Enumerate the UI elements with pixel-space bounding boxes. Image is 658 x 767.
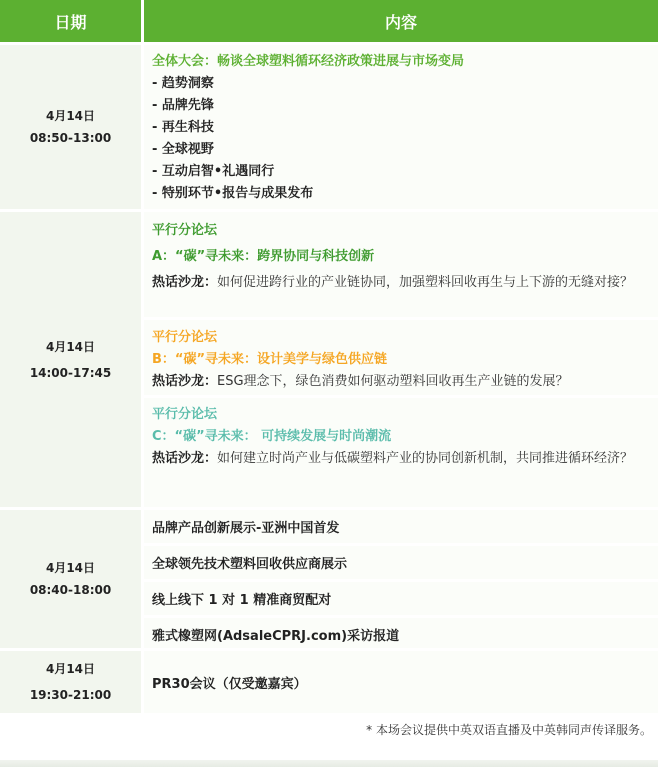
forum-name: A：“碳”寻未来：跨界协同与科技创新 — [152, 249, 375, 264]
list-item: - 特别环节•报告与成果发布 — [152, 186, 314, 201]
content-cell — [144, 651, 658, 713]
salon-text: 热话沙龙：ESG理念下，绿色消费如何驱动塑料回收再生产业链的发展？ — [152, 374, 569, 389]
time-text: 08:50-13:00 — [29, 131, 112, 145]
list-item: 品牌产品创新展示-亚洲中国首发 — [152, 521, 340, 536]
time-text: 19:30-21:00 — [29, 688, 112, 702]
date-text: 4月14日 — [45, 561, 96, 575]
list-item: - 品牌先锋 — [152, 98, 214, 113]
forum-b — [144, 317, 658, 395]
table-row — [0, 209, 658, 507]
forum-a — [144, 212, 658, 317]
list-item: 全球领先技术塑料回收供应商展示 — [144, 543, 658, 579]
forum-name: C：“碳”寻未来： 可持续发展与时尚潮流 — [152, 429, 392, 444]
salon-label: 热话沙龙： — [152, 451, 218, 466]
forum-label: 平行分论坛 — [152, 223, 218, 238]
list-item: 雅式橡塑网(AdsaleCPRJ.com)采访报道 — [144, 615, 658, 651]
date-text: 4月14日 — [45, 662, 96, 676]
list-item: - 全球视野 — [152, 142, 214, 157]
list-item: PR30会议（仅受邀嘉宾） — [152, 676, 307, 692]
content-cell — [144, 212, 658, 507]
table-row — [0, 507, 658, 648]
table-row — [0, 42, 658, 209]
salon-text: 热话沙龙：如何促进跨行业的产业链协同，加强塑料回收再生与上下游的无缝对接？ — [152, 275, 634, 290]
forum-label: 平行分论坛 — [152, 407, 218, 422]
date-text: 4月14日 — [45, 109, 96, 123]
list-item: 线上线下 1 对 1 精准商贸配对 — [144, 579, 658, 615]
forum-label: 平行分论坛 — [152, 330, 218, 345]
salon-label: 热话沙龙： — [152, 374, 218, 389]
content-column-header: 内容 — [144, 0, 658, 42]
forum-c — [144, 395, 658, 501]
time-text: 14:00-17:45 — [29, 365, 112, 380]
content-cell — [144, 510, 658, 648]
date-text: 4月14日 — [45, 339, 96, 354]
date-cell — [0, 510, 141, 648]
bottom-divider — [0, 760, 658, 767]
forum-name: B：“碳”寻未来：设计美学与绿色供应链 — [152, 352, 387, 367]
date-cell — [0, 212, 141, 507]
session-title: 全体大会：畅谈全球塑料循环经济政策进展与市场变局 — [152, 54, 465, 69]
list-item: - 再生科技 — [152, 120, 214, 135]
table-row — [0, 648, 658, 713]
salon-text: 热话沙龙：如何建立时尚产业与低碳塑料产业的协同创新机制，共同推进循环经济？ — [152, 451, 634, 466]
table-header — [0, 0, 658, 42]
salon-label: 热话沙龙： — [152, 275, 218, 290]
list-item: - 趋势洞察 — [152, 76, 214, 91]
date-cell — [0, 45, 141, 209]
footnote: * 本场会议提供中英双语直播及中英韩同声传译服务。 — [366, 723, 652, 737]
content-cell — [144, 45, 658, 209]
date-cell — [0, 651, 141, 713]
date-column-header: 日期 — [0, 0, 141, 42]
list-item: - 互动启智•礼遇同行 — [152, 164, 275, 179]
time-text: 08:40-18:00 — [29, 583, 112, 597]
